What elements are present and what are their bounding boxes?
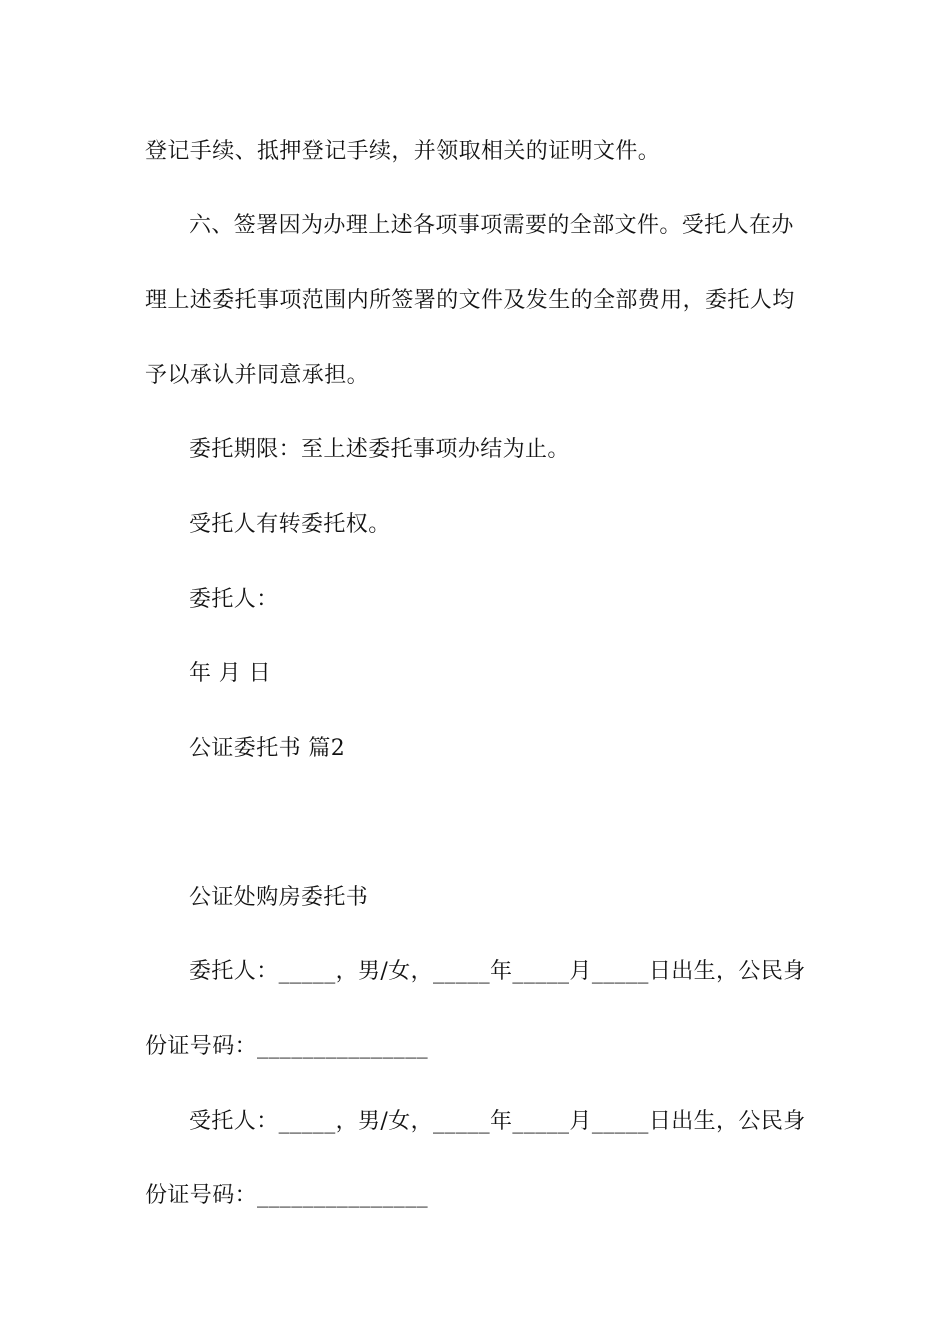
section-heading: 公证委托书 篇2 — [189, 736, 346, 761]
paragraph-line: 理上述委托事项范围内所签署的文件及发生的全部费用，委托人均 — [145, 288, 795, 313]
date-line: 年 月 日 — [189, 661, 271, 686]
paragraph-line: 受托人：_____，男/女，_____年_____月_____日出生，公民身 — [189, 1109, 806, 1134]
paragraph-line: 份证号码：_______________ — [145, 1034, 429, 1059]
paragraph-line: 登记手续、抵押登记手续，并领取相关的证明文件。 — [145, 139, 661, 164]
paragraph-line: 委托期限：至上述委托事项办结为止。 — [189, 437, 570, 462]
document-title: 公证处购房委托书 — [189, 885, 369, 910]
paragraph-line: 六、签署因为办理上述各项事项需要的全部文件。受托人在办 — [189, 213, 794, 238]
paragraph-line: 予以承认并同意承担。 — [145, 363, 370, 388]
paragraph-line: 份证号码：_______________ — [145, 1183, 429, 1208]
paragraph-line: 受托人有转委托权。 — [189, 512, 391, 537]
paragraph-line: 委托人：_____，男/女，_____年_____月_____日出生，公民身 — [189, 959, 806, 984]
paragraph-line: 委托人： — [189, 587, 279, 612]
